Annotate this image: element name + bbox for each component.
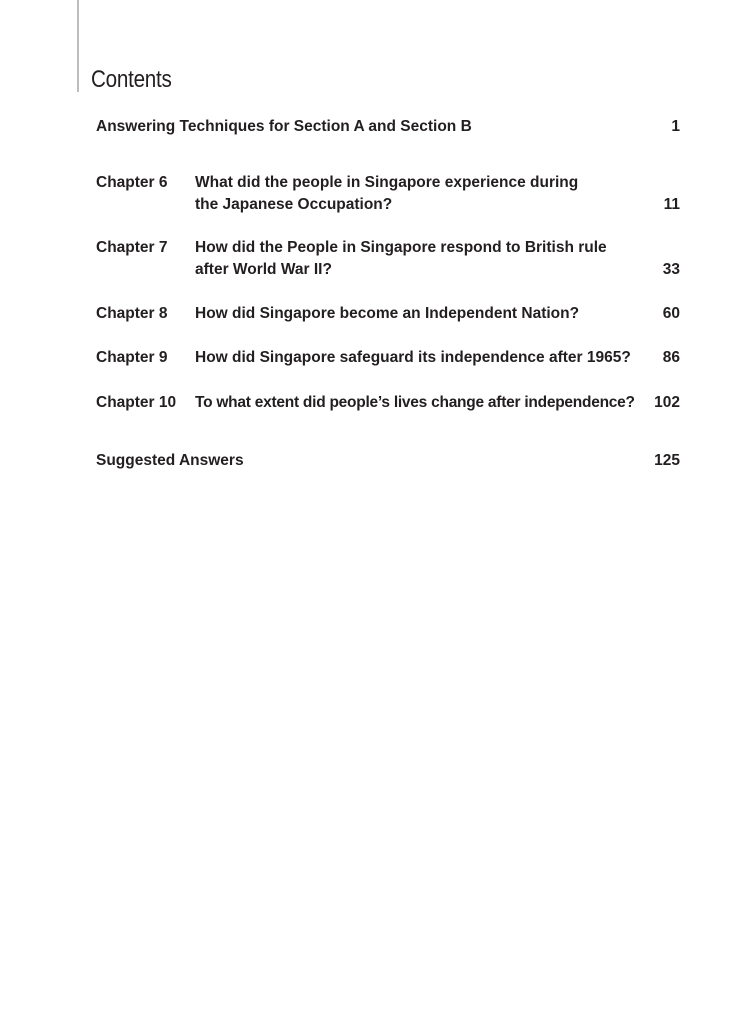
chapter-title [195,172,655,216]
chapter-title-line: How did the People in Singapore respond to British rule [195,239,607,256]
chapter-label: Chapter 6 [96,174,168,191]
toc-entry-page: 1 [671,118,680,135]
toc-entry-page: 125 [654,452,680,469]
chapter-title-line: the Japanese Occupation? [195,196,393,213]
chapter-title [195,237,655,281]
chapter-page: 60 [662,305,680,322]
chapter-title-line: What did the people in Singapore experience during [195,174,579,191]
page-title: Contents [91,66,172,93]
toc-entry-title: Suggested Answers [96,452,244,469]
chapter-page: 33 [662,261,680,278]
toc-entry-title: Answering Techniques for Section A and Section B [96,118,472,135]
chapter-title [195,347,655,369]
chapter-title-line: How did Singapore become an Independent Nation? [195,305,580,322]
chapter-page: 11 [663,196,680,213]
chapter-title [195,392,675,414]
chapter-page: 102 [654,394,680,411]
chapter-label: Chapter 8 [96,305,168,322]
chapter-title [195,303,655,325]
chapter-label: Chapter 9 [96,349,168,366]
chapter-page: 86 [662,349,680,366]
chapter-label: Chapter 7 [96,239,168,256]
chapter-title-line: How did Singapore safeguard its independence after 1965? [195,349,631,366]
chapter-title-line: To what extent did people’s lives change after independence? [195,394,635,411]
margin-rule [77,0,79,92]
chapter-title-line: after World War II? [195,261,332,278]
chapter-label: Chapter 10 [96,394,177,411]
